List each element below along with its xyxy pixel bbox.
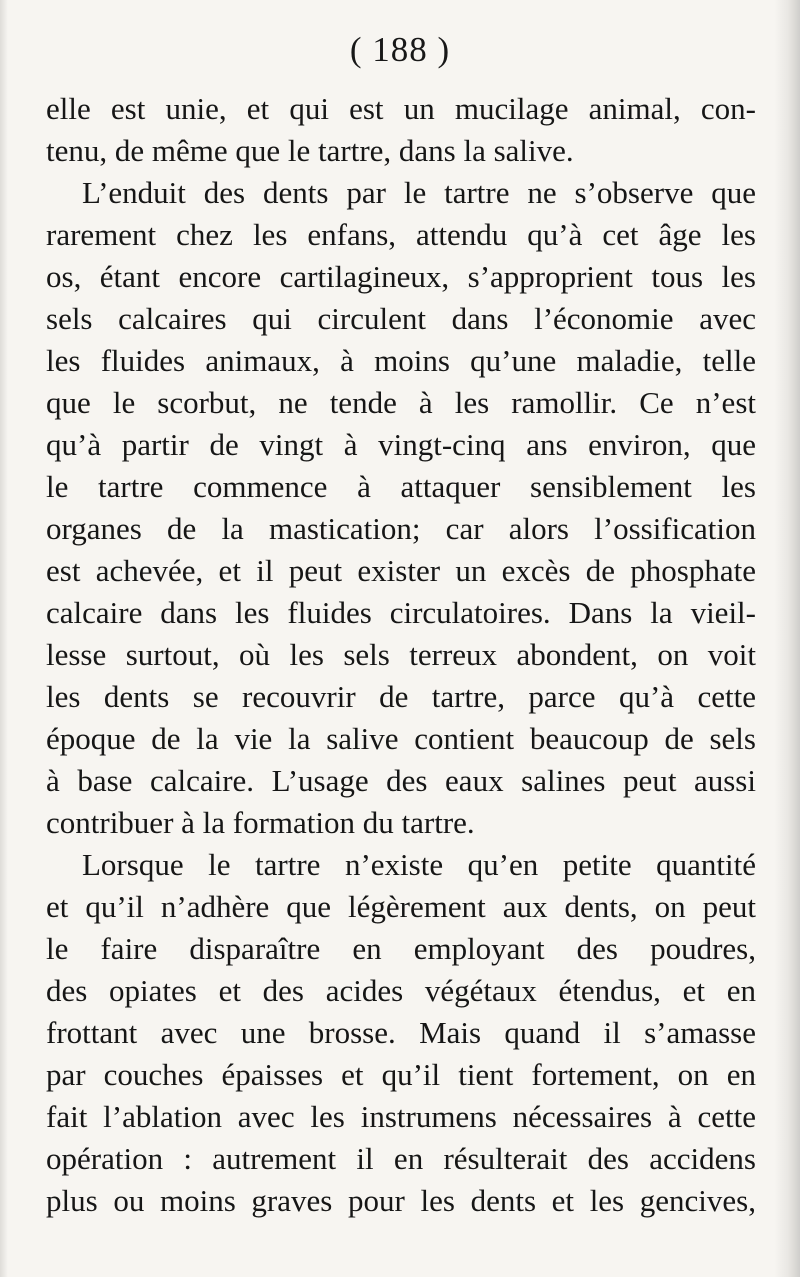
text-line: des opiates et des acides végétaux étendus, et en (46, 973, 756, 1008)
text-line: elle est unie, et qui est un mucilage animal, con- (46, 91, 756, 126)
text-line: le tartre commence à attaquer sensiblement les (46, 469, 756, 504)
text-line: lesse surtout, où les sels terreux abondent, on voit (46, 637, 756, 672)
page-number: ( 188 ) (349, 30, 451, 69)
text-line: opération : autrement il en résulterait des accidens (46, 1141, 756, 1176)
text-line: que le scorbut, ne tende à les ramollir. Ce n’est (46, 385, 756, 420)
text-line: frottant avec une brosse. Mais quand il s’amasse (46, 1015, 756, 1050)
text-line: tenu, de même que le tartre, dans la salive. (46, 133, 574, 168)
text-line: rarement chez les enfans, attendu qu’à cet âge les (46, 217, 756, 252)
page-shadow-left (0, 0, 8, 1277)
text-line: sels calcaires qui circulent dans l’économie avec (46, 301, 756, 336)
page-shadow-right (774, 0, 800, 1277)
text-line: plus ou moins graves pour les dents et les gencives, (46, 1183, 756, 1218)
text-line: fait l’ablation avec les instrumens nécessaires à cette (46, 1099, 756, 1134)
text-line: par couches épaisses et qu’il tient fortement, on en (46, 1057, 756, 1092)
text-line: et qu’il n’adhère que légèrement aux dents, on peut (46, 889, 756, 924)
paragraph-start-line: Lorsque le tartre n’existe qu’en petite quantité (82, 847, 756, 882)
text-line: les dents se recouvrir de tartre, parce qu’à cette (46, 679, 756, 714)
text-line: qu’à partir de vingt à vingt-cinq ans environ, que (46, 427, 756, 462)
text-line: époque de la vie la salive contient beaucoup de sels (46, 721, 756, 756)
text-line: calcaire dans les fluides circulatoires. Dans la vieil- (46, 595, 756, 630)
text-line: les fluides animaux, à moins qu’une maladie, telle (46, 343, 756, 378)
text-line: le faire disparaître en employant des poudres, (46, 931, 756, 966)
text-line: os, étant encore cartilagineux, s’approprient tous les (46, 259, 756, 294)
text-line: organes de la mastication; car alors l’ossification (46, 511, 756, 546)
paragraph-start-line: L’enduit des dents par le tartre ne s’observe que (82, 175, 756, 210)
text-line: est achevée, et il peut exister un excès de phosphate (46, 553, 756, 588)
text-line: à base calcaire. L’usage des eaux salines peut aussi (46, 763, 756, 798)
text-line: contribuer à la formation du tartre. (46, 805, 475, 840)
